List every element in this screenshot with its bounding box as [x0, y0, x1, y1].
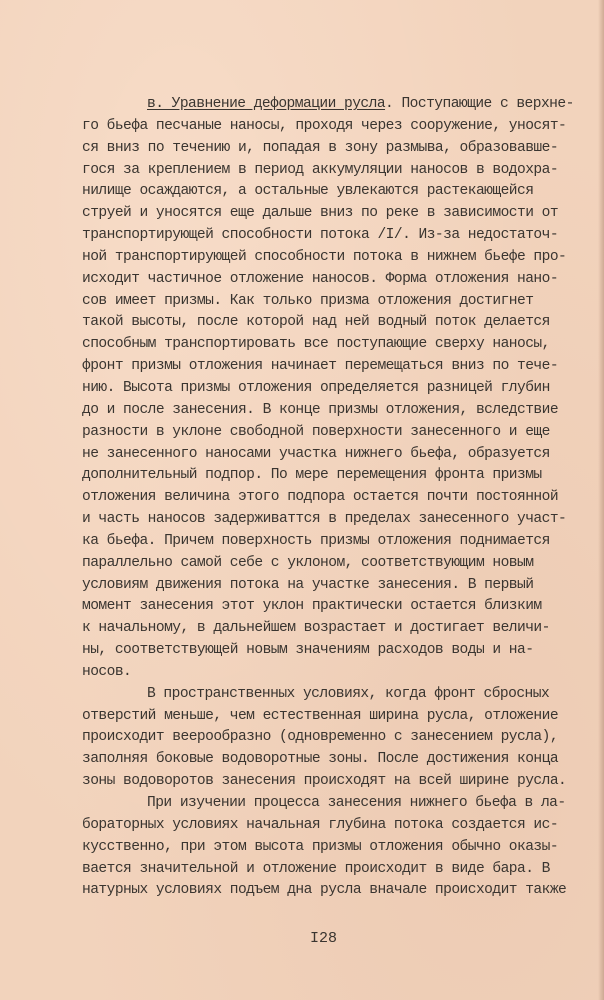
text-line: натурных условиях подъем дна русла вначале происходит также — [82, 882, 567, 899]
paragraph-2 — [82, 684, 602, 793]
text-line: В пространственных условиях, когда фронт сбросных — [147, 685, 550, 702]
paragraph-3 — [82, 793, 602, 902]
text-line: ной транспортирующей способности потока в нижнем бьефе про- — [82, 248, 567, 265]
text-line: в. Уравнение деформации русла. Поступающие с верхне- — [147, 96, 574, 112]
text-line: ся вниз по течению и, попадая в зону размыва, образовавше- — [82, 139, 559, 156]
text-line: дополнительный подпор. По мере перемещения фронта призмы — [82, 467, 542, 484]
text-line: ны, соответствующей новым значениям расходов воды и на- — [82, 642, 534, 659]
text-line: отложения величина этого подпора остается почти постоянной — [82, 489, 559, 506]
text-line: не занесенного наносами участка нижнего бьефа, образуется — [82, 445, 550, 462]
paragraph-1 — [82, 94, 602, 684]
text-line: струей и уносятся еще дальше вниз по реке в зависимости от — [82, 205, 559, 222]
text-line: го бьефа песчаные наносы, проходя через сооружение, уносят- — [82, 117, 567, 134]
text-line: бораторных условиях начальная глубина потока создается ис- — [82, 816, 559, 833]
text-line: носов. — [82, 663, 132, 680]
text-line: ка бьефа. Причем поверхность призмы отложения поднимается — [82, 532, 550, 549]
text-line: кусственно, при этом высота призмы отложения обычно оказы- — [82, 838, 559, 855]
text-line: условиям движения потока на участке занесения. В первый — [82, 576, 534, 593]
text-line: При изучении процесса занесения нижнего бьефа в ла- — [147, 795, 566, 811]
page-number: I28 — [310, 930, 338, 947]
section-heading: в. Уравнение деформации русла — [147, 96, 386, 112]
text-line: исходит частичное отложение наносов. Форма отложения нано- — [82, 270, 559, 287]
text-line: нилище осаждаются, а остальные увлекаются растекающейся — [82, 183, 534, 200]
text-line: момент занесения этот уклон практически остается близким — [82, 598, 542, 615]
text-line: до и после занесения. В конце призмы отложения, вследствие — [82, 401, 559, 418]
text-line: к начальному, в дальнейшем возрастает и достигает величи- — [82, 620, 550, 637]
text-line: происходит веерообразно (одновременно с занесением русла), — [82, 729, 559, 746]
text-line: и часть наносов задерживаттся в пределах занесенного участ- — [82, 511, 567, 528]
text-line: вается значительной и отложение происходит в виде бара. В — [82, 860, 550, 877]
text-line: заполняя боковые водоворотные зоны. После достижения конца — [82, 751, 559, 768]
text-line: зоны водоворотов занесения происходят на всей ширине русла. — [82, 773, 567, 790]
text-line: такой высоты, после которой над ней водный поток делается — [82, 314, 550, 331]
text-line: отверстий меньше, чем естественная ширина русла, отложение — [82, 707, 559, 724]
document-page — [82, 94, 602, 902]
text-line: способным транспортировать все поступающие сверху наносы, — [82, 336, 550, 353]
text-line: нию. Высота призмы отложения определяется разницей глубин — [82, 379, 550, 396]
text-line: разности в уклоне свободной поверхности занесенного и еще — [82, 423, 550, 440]
text-line: транспортирующей способности потока /I/. Из-за недостаточ- — [82, 227, 559, 244]
text-line: параллельно самой себе с уклоном, соответствующим новым — [82, 554, 534, 571]
text-line: сов имеет призмы. Как только призма отложения достигнет — [82, 292, 534, 309]
text-line: фронт призмы отложения начинает перемещаться вниз по тече- — [82, 358, 559, 375]
text-line: гося за креплением в период аккумуляции наносов в водохра- — [82, 161, 559, 178]
